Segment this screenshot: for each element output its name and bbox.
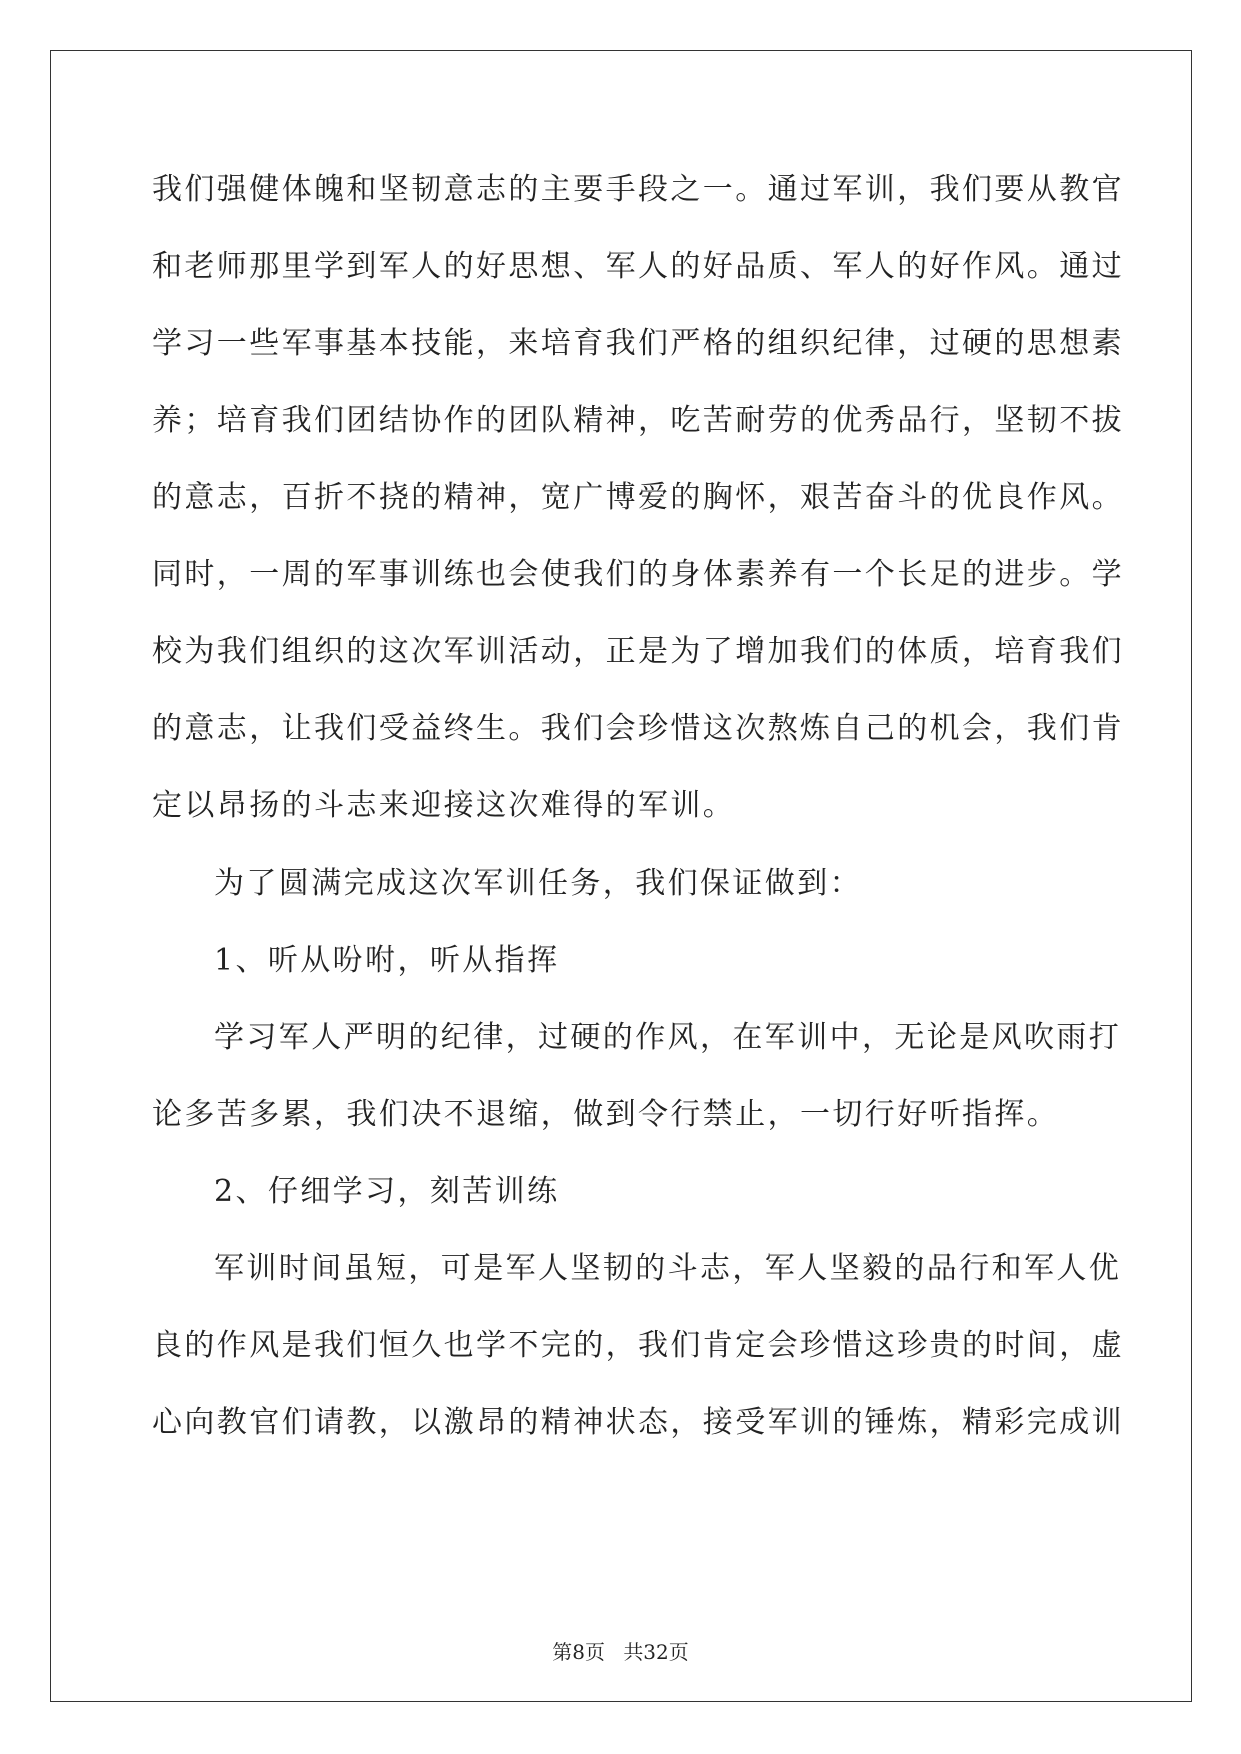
list-heading: 1、听从吩咐，听从指挥: [214, 943, 560, 978]
body-text-line: 的意志，百折不挠的精神，宽广博爱的胸怀，艰苦奋斗的优良作风。: [152, 480, 1124, 515]
list-heading: 2、仔细学习，刻苦训练: [214, 1174, 560, 1209]
paragraph-line: 为了圆满完成这次军训任务，我们保证做到：: [214, 866, 862, 901]
paragraph-line: 学习军人严明的纪律，过硬的作风，在军训中，无论是风吹雨打: [214, 1020, 1122, 1055]
page-footer: [0, 1640, 1241, 1664]
page-number: 第8页: [552, 1640, 605, 1664]
paragraph-line: 军训时间虽短，可是军人坚韧的斗志，军人坚毅的品行和军人优: [214, 1251, 1122, 1286]
body-text-line: 心向教官们请教，以激昂的精神状态，接受军训的锤炼，精彩完成训: [152, 1405, 1124, 1440]
body-text-line: 我们强健体魄和坚韧意志的主要手段之一。通过军训，我们要从教官: [152, 172, 1124, 207]
page-total: 共32页: [623, 1640, 689, 1664]
body-text-line: 养；培育我们团结协作的团队精神，吃苦耐劳的优秀品行，坚韧不拔: [152, 403, 1124, 438]
body-text-line: 良的作风是我们恒久也学不完的，我们肯定会珍惜这珍贵的时间，虚: [152, 1328, 1124, 1363]
body-text-line: 定以昂扬的斗志来迎接这次难得的军训。: [152, 788, 736, 823]
body-text-line: 的意志，让我们受益终生。我们会珍惜这次熬炼自己的机会，我们肯: [152, 711, 1124, 746]
body-text-line: 论多苦多累，我们决不退缩，做到令行禁止，一切行好听指挥。: [152, 1097, 1060, 1132]
body-text-line: 和老师那里学到军人的好思想、军人的好品质、军人的好作风。通过: [152, 249, 1124, 284]
body-text-line: 学习一些军事基本技能，来培育我们严格的组织纪律，过硬的思想素: [152, 326, 1124, 361]
body-text-line: 同时，一周的军事训练也会使我们的身体素养有一个长足的进步。学: [152, 557, 1124, 592]
body-text-line: 校为我们组织的这次军训活动，正是为了增加我们的体质，培育我们: [152, 634, 1124, 669]
